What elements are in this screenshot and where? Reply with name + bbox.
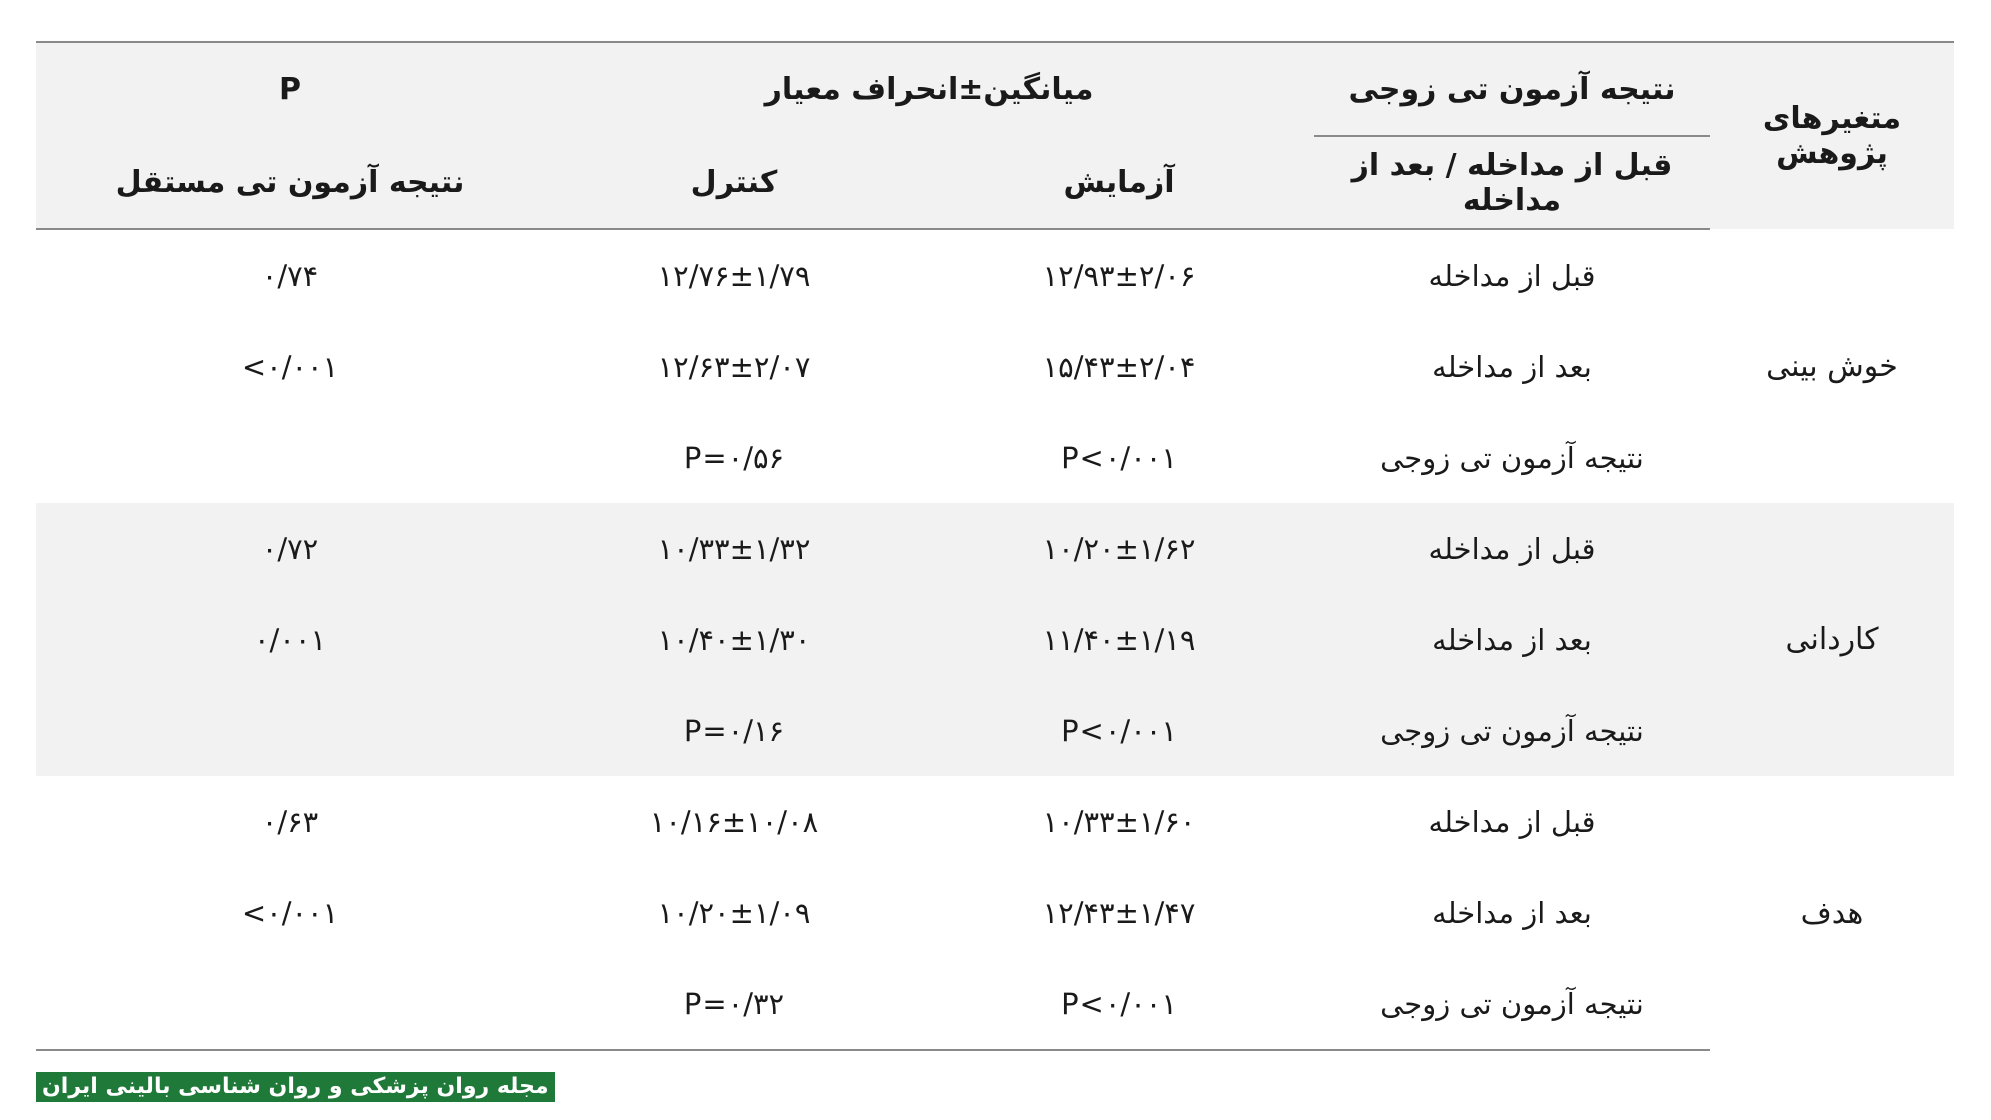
control-cell: ۱۲/۷۶±۱/۷۹ xyxy=(657,258,811,293)
table-row xyxy=(36,867,1954,958)
control-cell: ۱۲/۶۳±۲/۰۷ xyxy=(657,349,811,384)
header-paired-test: نتیجه آزمون تی زوجی xyxy=(1314,42,1710,136)
control-cell: P=۰/۵۶ xyxy=(683,440,785,475)
experiment-cell: ۱۱/۴۰±۱/۱۹ xyxy=(924,594,1314,685)
condition-cell: قبل از مداخله xyxy=(1314,503,1710,594)
group-competence xyxy=(36,503,1954,776)
experiment-cell: P<۰/۰۰۱ xyxy=(924,685,1314,776)
group-goal xyxy=(36,776,1954,1050)
journal-logo: مجله روان پزشکی و روان شناسی بالینی ایران xyxy=(36,1072,555,1102)
table-row xyxy=(36,229,1954,321)
results-table xyxy=(36,41,1954,1051)
group-optimism xyxy=(36,229,1954,503)
variable-name: هدف xyxy=(1800,895,1864,931)
experiment-cell: ۱۲/۴۳±۱/۴۷ xyxy=(1042,895,1196,930)
condition-cell: بعد از مداخله xyxy=(1432,349,1592,384)
condition-cell: بعد از مداخله xyxy=(1432,895,1592,930)
table-row xyxy=(36,685,1954,776)
table-row xyxy=(36,776,1954,867)
variable-name: خوش بینی xyxy=(1766,348,1898,384)
header-p xyxy=(36,42,544,136)
header-control: کنترل xyxy=(544,136,924,229)
experiment-cell: P<۰/۰۰۱ xyxy=(924,958,1314,1050)
experiment-cell: ۱۵/۴۳±۲/۰۴ xyxy=(1042,349,1196,384)
condition-cell: بعد از مداخله xyxy=(1314,594,1710,685)
p-cell: ۰/۰۰۱ xyxy=(36,594,544,685)
p-cell: ۰/۷۴ xyxy=(261,258,319,293)
condition-cell: قبل از مداخله xyxy=(1428,804,1596,839)
table-row xyxy=(36,321,1954,412)
results-table-wrapper xyxy=(36,41,1954,1051)
variable-name: کاردانی xyxy=(1710,503,1954,776)
experiment-cell: P<۰/۰۰۱ xyxy=(1061,440,1177,475)
p-cell: ۰/۷۲ xyxy=(36,503,544,594)
experiment-cell: ۱۲/۹۳±۲/۰۶ xyxy=(1042,258,1196,293)
header-independent-test: نتیجه آزمون تی مستقل xyxy=(36,136,544,229)
condition-cell: نتیجه آزمون تی زوجی xyxy=(1314,958,1710,1050)
control-cell: ۱۰/۴۰±۱/۳۰ xyxy=(544,594,924,685)
control-cell: ۱۰/۳۳±۱/۳۲ xyxy=(544,503,924,594)
experiment-cell: ۱۰/۲۰±۱/۶۲ xyxy=(924,503,1314,594)
p-cell xyxy=(36,958,544,1050)
header-before-after: قبل از مداخله / بعد از مداخله xyxy=(1314,136,1710,229)
condition-cell: نتیجه آزمون تی زوجی xyxy=(1380,440,1644,475)
p-cell: <۰/۰۰۱ xyxy=(241,349,339,384)
p-cell: <۰/۰۰۱ xyxy=(241,895,339,930)
control-cell: P=۰/۱۶ xyxy=(544,685,924,776)
p-cell xyxy=(36,685,544,776)
table-row xyxy=(36,412,1954,503)
experiment-cell: ۱۰/۳۳±۱/۶۰ xyxy=(1042,804,1196,839)
table-header xyxy=(36,42,1954,229)
control-cell: ۱۰/۱۶±۱۰/۰۸ xyxy=(649,804,819,839)
condition-cell: قبل از مداخله xyxy=(1428,258,1596,293)
table-row xyxy=(36,503,1954,594)
header-p-label: P xyxy=(279,72,301,107)
header-variables: متغیرهای پژوهش xyxy=(1710,42,1954,229)
control-cell: ۱۰/۲۰±۱/۰۹ xyxy=(657,895,811,930)
condition-cell: نتیجه آزمون تی زوجی xyxy=(1314,685,1710,776)
table-row xyxy=(36,958,1954,1050)
p-cell: ۰/۶۳ xyxy=(261,804,319,839)
p-cell xyxy=(36,412,544,503)
header-mean-sd: میانگین±انحراف معیار xyxy=(544,42,1314,136)
header-experiment: آزمایش xyxy=(924,136,1314,229)
control-cell: P=۰/۳۲ xyxy=(544,958,924,1050)
table-row xyxy=(36,594,1954,685)
